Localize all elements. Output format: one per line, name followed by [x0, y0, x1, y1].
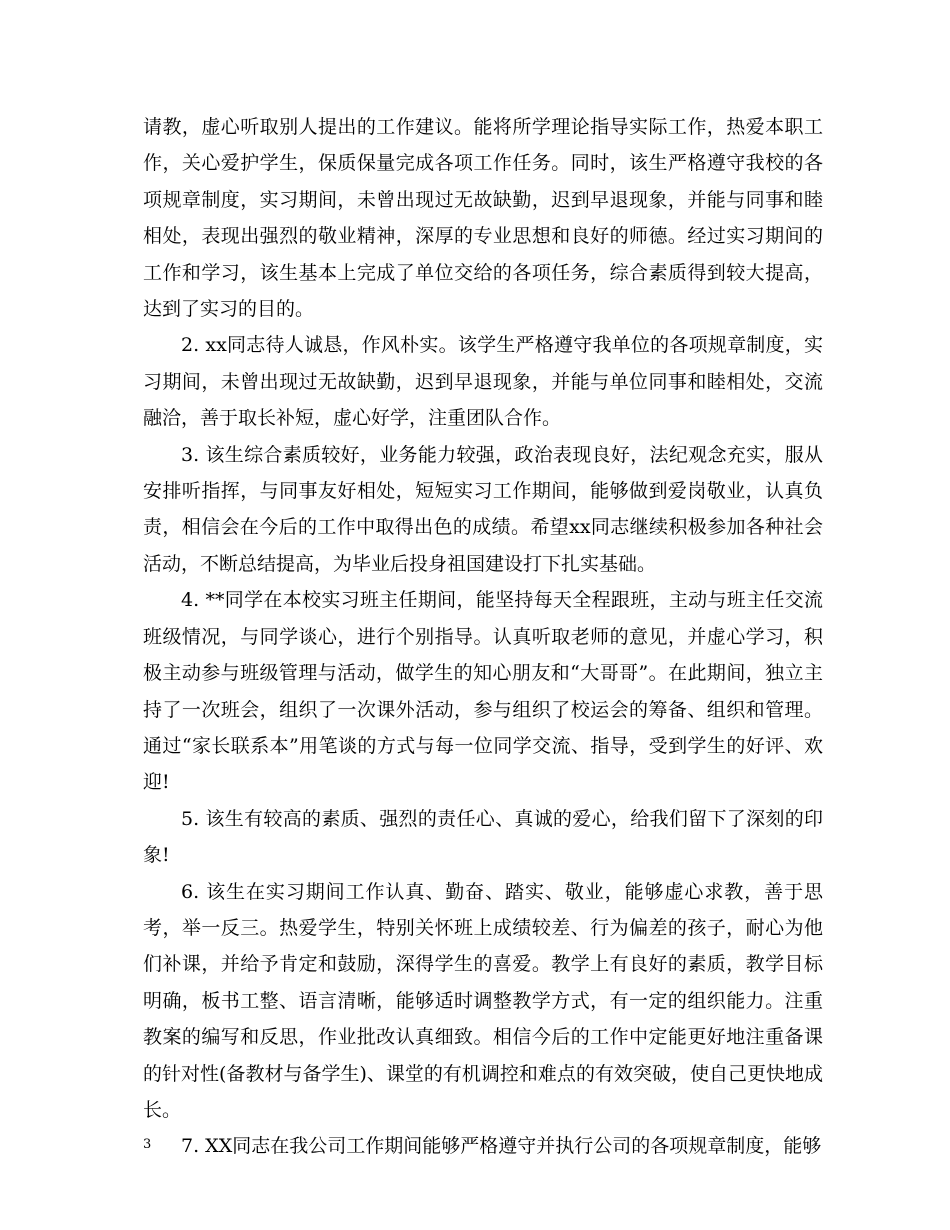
- paragraph-item-7: 7. XX同志在我公司工作期间能够严格遵守并执行公司的各项规章制度，能够: [181, 1135, 822, 1158]
- paragraph-item-3: 3. 该生综合素质较好，业务能力较强，政治表现良好，法纪观念充实，服从安排听指挥，与同事友好相处，短短实习工作期间，能够做到爱岗敬业，认真负责，相信会在今后的工作中取得出色的成绩。希望xx同志继续积极参加各种社会活动，不断总结提高，为毕业后投身祖国建设打下扎实基础。: [143, 443, 823, 575]
- paragraph-continuation: 请教，虚心听取别人提出的工作建议。能将所学理论指导实际工作，热爱本职工作，关心爱护学生，保质保量完成各项工作任务。同时，该生严格遵守我校的各项规章制度，实习期间，未曾出现过无故缺勤，迟到早退现象，并能与同事和睦相处，表现出强烈的敬业精神，深厚的专业思想和良好的师德。经过实习期间的工作和学习，该生基本上完成了单位交给的各项任务，综合素质得到较大提高，达到了实习的目的。: [143, 116, 823, 321]
- document-body: [143, 109, 823, 1165]
- paragraph-item-2: 2. xx同志待人诚恳，作风朴实。该学生严格遵守我单位的各项规章制度，实习期间，未曾出现过无故缺勤，迟到早退现象，并能与单位同事和睦相处，交流融洽，善于取长补短，虚心好学，注重团队合作。: [143, 334, 823, 430]
- paragraph-item-4: 4. **同学在本校实习班主任期间，能坚持每天全程跟班，主动与班主任交流班级情况，与同学谈心，进行个别指导。认真听取老师的意见，并虚心学习，积极主动参与班级管理与活动，做学生的知心朋友和“大哥哥”。在此期间，独立主持了一次班会，组织了一次课外活动，参与组织了校运会的筹备、组织和管理。通过“家长联系本”用笔谈的方式与每一位同学交流、指导，受到学生的好评、欢迎!: [143, 589, 823, 794]
- paragraph-item-5: 5. 该生有较高的素质、强烈的责任心、真诚的爱心，给我们留下了深刻的印象!: [143, 807, 823, 867]
- page-number: 3: [143, 1137, 152, 1152]
- paragraph-item-6: 6. 该生在实习期间工作认真、勤奋、踏实、敬业，能够虚心求教，善于思考，举一反三。热爱学生，特别关怀班上成绩较差、行为偏差的孩子，耐心为他们补课，并给予肯定和鼓励，深得学生的喜爱。教学上有良好的素质，教学目标明确，板书工整、语言清晰，能够适时调整教学方式，有一定的组织能力。注重教案的编写和反思，作业批改认真细致。相信今后的工作中定能更好地注重备课的针对性(备教材与备学生)、课堂的有机调控和难点的有效突破，使自己更快地成长。: [143, 880, 823, 1121]
